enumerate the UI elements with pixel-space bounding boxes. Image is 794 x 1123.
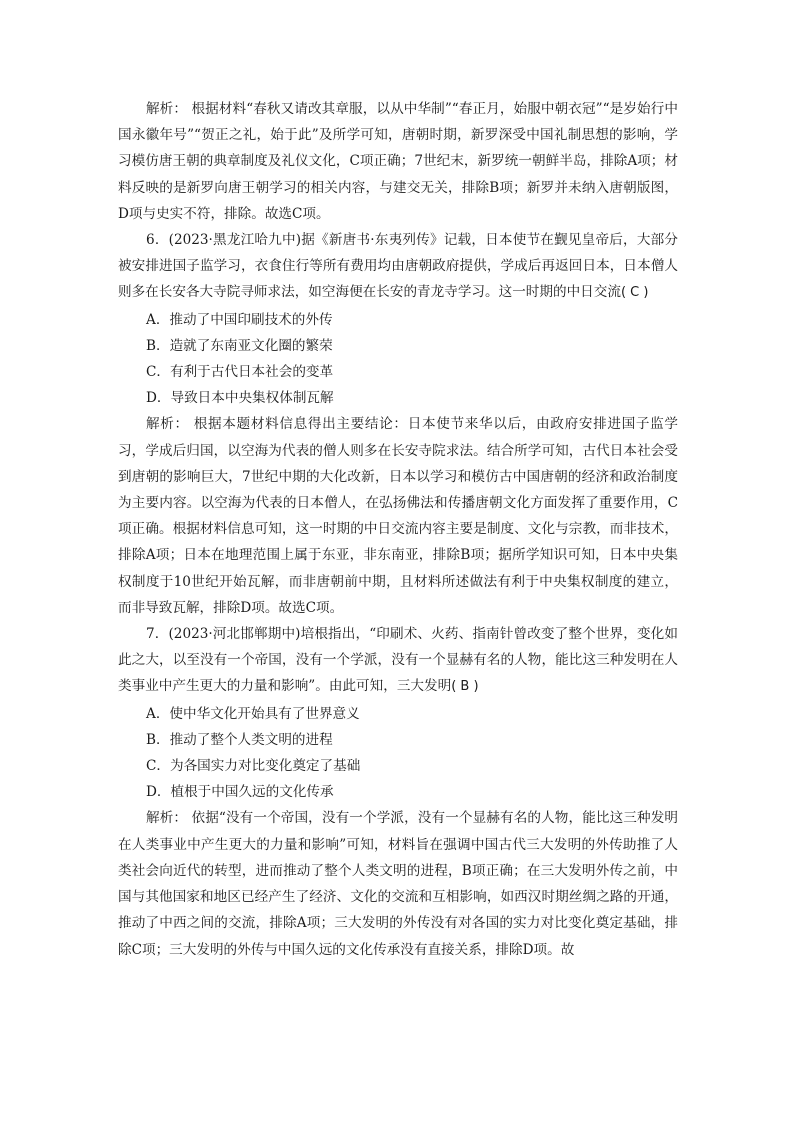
- q7-option-d: D．植根于中国久远的文化传承: [146, 784, 334, 801]
- q7-stem-text: 7．(2023·河北邯郸期中)培根指出，“印刷术、火药、指南针曾改变了整个世界，变化如此之大，以至没有一个帝国，没有一个学派，没有一个显赫有名的人物，能比这三种发明在人类事业中产生更大的力量和影响”。由此可知，三大发明: [118, 626, 678, 695]
- q7-analysis: 解析： 依据“没有一个帝国，没有一个学派，没有一个显赫有名的人物，能比这三种发明在人类事业中产生更大的力量和影响”可知，材料旨在强调中国古代三大发明的外传助推了人类社会向近代的转型，进而推动了整个人类文明的进程，B项正确；在三大发明外传之前，中国与其他国家和地区已经产生了经济、文化的交流和互相影响，如西汉时期丝绸之路的开通，推动了中西之间的交流，排除A项；三大发明的外传没有对各国的实力对比变化奠定基础，排除C项；三大发明的外传与中国久远的文化传承没有直接关系，排除D项。故: [118, 810, 678, 958]
- q6-stem: [118, 227, 678, 307]
- q7-option-a: A．使中华文化开始具有了世界意义: [146, 705, 360, 722]
- q6-option-a: A．推动了中国印刷技术的外传: [146, 311, 333, 328]
- q7-option-b: B．推动了整个人类文明的进程: [146, 731, 333, 748]
- document-page: [118, 96, 678, 963]
- q6-option-b: B．造就了东南亚文化圈的繁荣: [146, 337, 333, 354]
- q6-option-c: C．有利于古代日本社会的变革: [146, 364, 334, 381]
- q7-answer: ( B ): [451, 679, 479, 695]
- q6-option-d: D．导致日本中央集权体制瓦解: [146, 390, 334, 407]
- q6-analysis: 解析： 根据本题材料信息得出主要结论：日本使节来华以后，由政府安排进国子监学习，学成后归国，以空海为代表的僧人则多在长安寺院求法。结合所学可知，古代日本社会受到唐朝的影响巨大，7世纪中期的大化改新，日本以学习和模仿古中国唐朝的经济和政治制度为主要内容。以空海为代表的日本僧人，在弘扬佛法和传播唐朝文化方面发挥了重要作用，C项正确。根据材料信息可知，这一时期的中日交流内容主要是制度、文化与宗教，而非技术，排除A项；日本在地理范围上属于东亚，非东南亚，排除B项；据所学知识可知，日本中央集权制度于10世纪开始瓦解，而非唐朝前中期，且材料所述做法有利于中央集权制度的建立，而非导致瓦解，排除D项。故选C项。: [118, 416, 678, 616]
- q5-analysis: 解析： 根据材料“春秋又请改其章服，以从中华制”“春正月，始服中朝衣冠”“是岁始行中国永徽年号”“贺正之礼，始于此”及所学可知，唐朝时期，新罗深受中国礼制思想的影响，学习模仿唐王朝的典章制度及礼仪文化，C项正确；7世纪末，新罗统一朝鲜半岛，排除A项；材料反映的是新罗向唐王朝学习的相关内容，与建交无关，排除B项；新罗并未纳入唐朝版图，D项与史实不符，排除。故选C项。: [118, 101, 678, 222]
- q7-option-c: C．为各国实力对比变化奠定了基础: [146, 758, 361, 775]
- q7-stem: [118, 621, 678, 701]
- q6-stem-text: 6．(2023·黑龙江哈九中)据《新唐书·东夷列传》记载，日本使节在觐见皇帝后，大部分被安排进国子监学习，衣食住行等所有费用均由唐朝政府提供，学成后再返回日本，日本僧人则多在长安各大寺院寻师求法，如空海便在长安的青龙寺学习。这一时期的中日交流: [118, 232, 678, 301]
- q6-answer: ( C ): [620, 285, 649, 301]
